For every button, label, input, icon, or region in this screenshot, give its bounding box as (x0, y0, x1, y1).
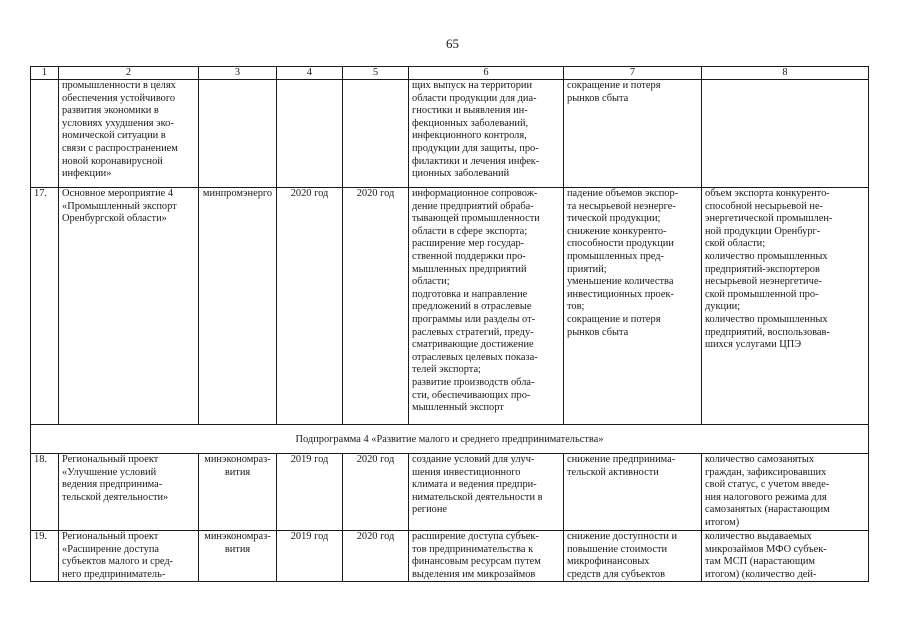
text-line: падение объемов экспор- (567, 188, 679, 199)
text-line: продукции для защиты, про- (412, 142, 539, 154)
indicators-text (705, 531, 865, 581)
activities-text (412, 531, 560, 581)
text-line: промышленных пред- (567, 250, 664, 262)
text-line: итогом) (705, 516, 740, 528)
text-line: тельской активности (567, 466, 659, 478)
text-line: субъектов малого и сред- (62, 556, 174, 568)
text-line: тов; (567, 301, 585, 313)
text-line: фекционных заболеваний, (412, 117, 529, 129)
text-line: сти, обеспечивающих про- (412, 389, 531, 401)
text-line: мышленный экспорт (412, 402, 504, 414)
text-line: дение предприятий обраба- (412, 200, 534, 212)
text-line: инвестиционных проек- (567, 288, 674, 300)
text-line: инфекционного контроля, (412, 130, 527, 142)
text-line: способной несырьевой не- (705, 200, 824, 212)
text-line: вития (224, 466, 251, 478)
column-number-row (31, 67, 869, 80)
text-line: количество выдаваемых (705, 531, 812, 542)
text-line: снижение конкуренто- (567, 225, 667, 237)
text-line: снижение доступности и (567, 531, 678, 542)
column-number-2: 2 (59, 67, 199, 80)
end-year-cell (343, 80, 409, 188)
text-line: области в сфере экспорта; (412, 225, 528, 237)
risks-cell (564, 188, 702, 425)
text-line: сокращение и потеря (567, 313, 661, 325)
text-line: создание условий для улуч- (412, 454, 535, 465)
text-line: ской области; (705, 238, 766, 250)
text-line: «Расширение доступа (62, 543, 160, 555)
column-number-8: 8 (702, 67, 869, 80)
text-line: телей экспорта; (412, 364, 481, 376)
text-line: микрофинансовых (567, 556, 650, 568)
text-line: итогом) (количество дей- (705, 568, 817, 580)
text-line: промышленности в целях (62, 80, 176, 91)
text-line: рынков сбыта (567, 92, 629, 104)
text-line: условиях ухудшения эко- (62, 117, 174, 129)
text-line: ской промышленной про- (705, 288, 819, 300)
text-line: финансовым ресурсам путем (412, 556, 541, 568)
text-line: развития экономики в (62, 105, 159, 117)
end-year-cell: 2020 год (343, 531, 409, 582)
text-line: Оренбургской области» (62, 213, 167, 225)
text-line: уменьшение количества (567, 276, 674, 288)
text-line: расширение мер государ- (412, 238, 525, 250)
text-line: количество промышленных (705, 313, 828, 325)
measure-name-cell (59, 531, 199, 582)
indicators-cell (702, 80, 869, 188)
executor-cell (199, 454, 277, 531)
text-line: Региональный проект (62, 531, 159, 542)
text-line: предложений в отраслевые (412, 301, 532, 313)
executor-cell (199, 80, 277, 188)
table-row-19 (31, 531, 869, 582)
text-line: дукции; (705, 301, 741, 313)
text-line: инфекции» (62, 168, 112, 180)
text-line: ния налогового режима для (705, 491, 827, 503)
activities-cell (409, 531, 564, 582)
text-line: граждан, зафиксировавших (705, 466, 827, 478)
text-line: выделения им микрозаймов (412, 568, 536, 580)
text-line: тов предпринимательства к (412, 543, 534, 555)
text-line: предприятий-экспортеров (705, 263, 820, 275)
text-line: объем экспорта конкуренто- (705, 188, 830, 199)
text-line: подготовка и направление (412, 288, 528, 300)
subprogram-title: Подпрограмма 4 «Развитие малого и среднего предпринимательства» (31, 425, 869, 454)
text-line: тельской деятельности» (62, 491, 169, 503)
text-line: энергетической промышлен- (705, 213, 833, 225)
text-line: несырьевой неэнергетиче- (705, 276, 822, 288)
subprogram-row (31, 425, 869, 454)
text-line: повышение стоимости (567, 543, 668, 555)
start-year-cell: 2019 год (277, 531, 343, 582)
text-line: вития (224, 543, 251, 555)
start-year-cell: 2019 год (277, 454, 343, 531)
text-line: щих выпуск на территории (412, 80, 533, 91)
text-line: ционных заболеваний (412, 168, 510, 180)
executor-cell: минпромэнерго (199, 188, 277, 425)
text-line: расширение доступа субъек- (412, 531, 539, 542)
executor-text (202, 531, 273, 556)
text-line: количество самозанятых (705, 454, 815, 465)
activities-cell (409, 454, 564, 531)
text-line: минэкономраз- (204, 454, 271, 465)
text-line: тывающей промышленности (412, 213, 540, 225)
column-number-7: 7 (564, 67, 702, 80)
column-number-6: 6 (409, 67, 564, 80)
executor-cell (199, 531, 277, 582)
text-line: регионе (412, 504, 447, 516)
risks-cell (564, 80, 702, 188)
end-year-cell: 2020 год (343, 454, 409, 531)
text-line: тической продукции; (567, 213, 661, 225)
text-line: там МСП (нарастающим (705, 556, 815, 568)
column-number-4: 4 (277, 67, 343, 80)
row-number-cell: 17. (31, 188, 59, 425)
row-number-cell (31, 80, 59, 188)
text-line: области; (412, 276, 450, 288)
text-line: рынков сбыта (567, 326, 629, 338)
text-line: шихся услугами ЦПЭ (705, 339, 802, 351)
text-line: «Промышленный экспорт (62, 200, 177, 212)
text-line: ной продукции Оренбург- (705, 225, 821, 237)
text-line: ственной поддержки про- (412, 250, 526, 262)
text-line: мышленных предприятий (412, 263, 527, 275)
column-number-3: 3 (199, 67, 277, 80)
program-table (30, 66, 869, 582)
text-line: шения инвестиционного (412, 466, 521, 478)
text-line: него предприниматель- (62, 568, 166, 580)
text-line: отраслевых целевых показа- (412, 351, 538, 363)
text-line: предприятий, воспользовав- (705, 326, 830, 338)
activities-cell (409, 188, 564, 425)
text-line: Региональный проект (62, 454, 159, 465)
text-line: программы или разделы от- (412, 313, 536, 325)
text-line: сокращение и потеря (567, 80, 661, 91)
indicators-cell (702, 188, 869, 425)
text-line: раслевых стратегий, преду- (412, 326, 534, 338)
text-line: самозанятых (нарастающим (705, 504, 830, 516)
row-number-cell: 18. (31, 454, 59, 531)
text-line: микрозаймов МФО субъек- (705, 543, 827, 555)
text-line: приятий; (567, 263, 607, 275)
text-line: связи с распространением (62, 142, 178, 154)
text-line: снижение предпринима- (567, 454, 676, 465)
text-line: номической ситуации в (62, 130, 166, 142)
text-line: способности продукции (567, 238, 674, 250)
page-number: 65 (446, 36, 459, 51)
text-line: области продукции для диа- (412, 92, 537, 104)
text-line: сматривающие достижение (412, 339, 534, 351)
text-line: новой коронавирусной (62, 155, 163, 167)
activities-cell (409, 80, 564, 188)
text-line: климата и ведения предпри- (412, 479, 537, 491)
text-line: обеспечения устойчивого (62, 92, 176, 104)
text-line: филактики и лечения инфек- (412, 155, 540, 167)
risks-cell (564, 531, 702, 582)
table-row-18 (31, 454, 869, 531)
text-line: минэкономраз- (204, 531, 271, 542)
text-line: гностики и выявления ин- (412, 105, 528, 117)
text-line: ведения предпринима- (62, 479, 163, 491)
text-line: количество промышленных (705, 250, 828, 262)
measure-name-cell (59, 454, 199, 531)
indicators-cell (702, 454, 869, 531)
risks-cell (564, 454, 702, 531)
measure-name-cell (59, 80, 199, 188)
table-row-continued (31, 80, 869, 188)
indicators-cell (702, 531, 869, 582)
column-number-5: 5 (343, 67, 409, 80)
text-line: нимательской деятельности в (412, 491, 543, 503)
measure-name-cell (59, 188, 199, 425)
text-line: развитие производств обла- (412, 376, 535, 388)
measure-name-text (62, 531, 195, 581)
column-number-1: 1 (31, 67, 59, 80)
text-line: информационное сопровож- (412, 188, 538, 199)
table-row-17 (31, 188, 869, 425)
start-year-cell (277, 80, 343, 188)
text-line: Основное мероприятие 4 (62, 188, 174, 199)
risks-text (567, 531, 698, 581)
row-number-cell: 19. (31, 531, 59, 582)
end-year-cell: 2020 год (343, 188, 409, 425)
text-line: свой статус, с учетом введе- (705, 479, 830, 491)
text-line: «Улучшение условий (62, 466, 157, 478)
text-line: та несырьевой неэнерге- (567, 200, 676, 212)
start-year-cell: 2020 год (277, 188, 343, 425)
text-line: средств для субъектов (567, 568, 666, 580)
